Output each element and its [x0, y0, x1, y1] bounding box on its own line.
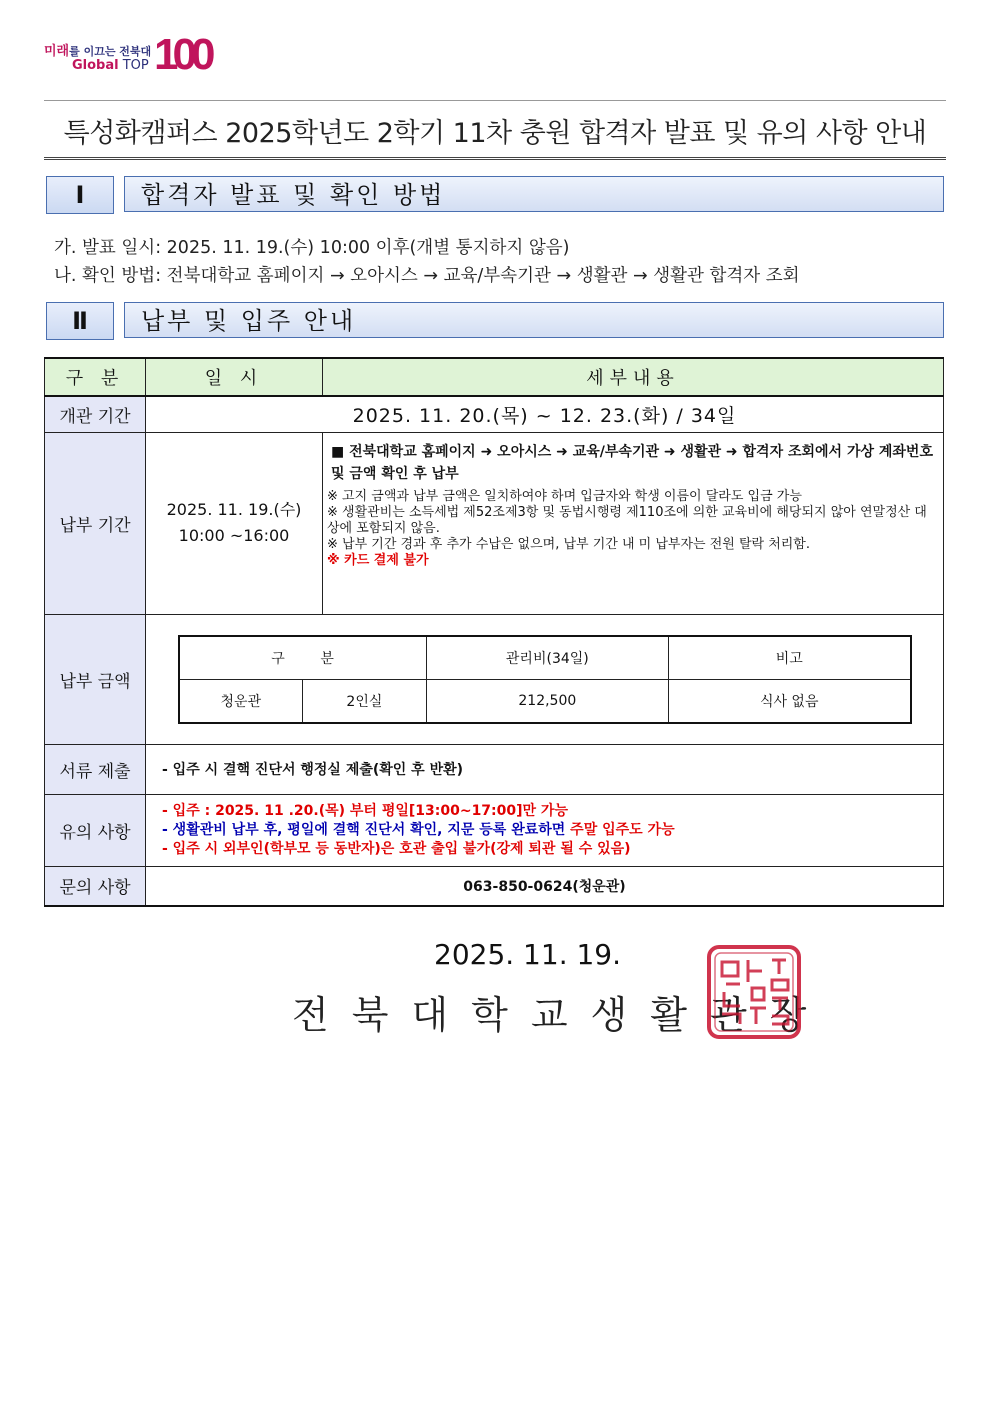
caution-cell: [146, 794, 944, 866]
header-date: 일 시: [146, 358, 323, 396]
page-title: 특성화캠퍼스 2025학년도 2학기 11차 충원 합격자 발표 및 유의 사항 안내: [63, 118, 927, 149]
payment-amount-label: 납부 금액: [45, 614, 146, 744]
university-logo: [42, 32, 222, 80]
header-category: 구 분: [45, 358, 146, 396]
payment-note-4: ※ 카드 결제 불가: [327, 552, 429, 568]
amount-table: [178, 635, 912, 724]
documents-value: - 입주 시 결핵 진단서 행정실 제출(확인 후 반환): [146, 744, 944, 794]
payment-time: 10:00 ~16:00: [178, 526, 290, 545]
table-row-documents: [45, 744, 944, 794]
payment-note-2: ※ 생활관비는 소득세법 제52조제3항 및 동법시행령 제110조에 의한 교육비에 해당되지 않아 연말정산 대상에 포함되지 않음.: [327, 504, 927, 536]
amount-note: 식사 없음: [668, 679, 910, 723]
payment-note-1: ※ 고지 금액과 납부 금액은 일치하여야 하며 입금자와 학생 이름이 달라도 입금 가능: [327, 488, 802, 504]
amount-header-category: 구 분: [179, 636, 427, 680]
sign-name: 전북대학교생활관장: [292, 993, 830, 1037]
payment-details-cell: [323, 432, 944, 614]
caution-1: - 입주 : 2025. 11 .20.(목) 부터 평일[13:00~17:00]만 가능: [162, 802, 568, 819]
table-row: [179, 679, 911, 723]
caution-2b: 주말 입주도 가능: [565, 821, 675, 838]
amount-header-note: 비고: [668, 636, 910, 680]
payment-amount-cell: [146, 614, 944, 744]
section-2-number: Ⅱ: [46, 302, 114, 340]
open-period-value: 2025. 11. 20.(목) ~ 12. 23.(화) / 34일: [146, 396, 944, 432]
table-row-payment: [45, 432, 944, 614]
section-1-label: 합격자 발표 및 확인 방법: [124, 176, 944, 212]
section-1-number: Ⅰ: [46, 176, 114, 214]
payment-date-cell: [146, 432, 323, 614]
table-row-open: [45, 396, 944, 432]
table-row-caution: [45, 794, 944, 866]
amount-header-fee: 관리비(34일): [426, 636, 668, 680]
amount-fee: 212,500: [426, 679, 668, 723]
amount-building: 청운관: [179, 679, 303, 723]
sign-date: 2025. 11. 19.: [434, 938, 622, 971]
check-method: 나. 확인 방법: 전북대학교 홈페이지 → 오아시스 → 교육/부속기관 → 생활관 → 생활관 합격자 조회: [54, 266, 800, 286]
caution-2: [162, 821, 942, 840]
table-row-amount: [45, 614, 944, 744]
table-header-row: [45, 358, 944, 396]
caution-2a: - 생활관비 납부 후, 평일에 결핵 진단서 확인, 지문 등록 완료하면: [162, 821, 566, 838]
section-2-label: 납부 및 입주 안내: [124, 302, 944, 338]
logo-slogan: 미래를 이끄는 전북대: [44, 44, 152, 59]
info-table: [44, 357, 944, 907]
payment-date: 2025. 11. 19.(수): [166, 500, 302, 519]
payment-instruction: ■ 전북대학교 홈페이지 ➜ 오아시스 ➜ 교육/부속기관 ➜ 생활관 ➜ 합격자 조회에서 가상 계좌번호 및 금액 확인 후 납부: [331, 443, 933, 482]
logo-100: 100: [154, 30, 210, 79]
logo-global: Global TOP: [72, 58, 149, 73]
open-period-label: 개관 기간: [45, 396, 146, 432]
amount-header-row: [179, 636, 911, 680]
section-2-header: [46, 302, 946, 340]
documents-label: 서류 제출: [45, 744, 146, 794]
official-seal-icon: [706, 944, 802, 1040]
payment-period-label: 납부 기간: [45, 432, 146, 614]
table-row-contact: [45, 866, 944, 906]
amount-room-type: 2인실: [303, 679, 427, 723]
contact-value: 063-850-0624(청운관): [146, 866, 944, 906]
announce-date: 가. 발표 일시: 2025. 11. 19.(수) 10:00 이후(개별 통지하지 않음): [54, 238, 570, 258]
title-bar: [44, 100, 946, 160]
caution-3: - 입주 시 외부인(학부모 등 동반자)은 호관 출입 불가(강제 퇴관 될 수 있음): [162, 840, 631, 857]
contact-label: 문의 사항: [45, 866, 146, 906]
header-details: 세부내용: [323, 358, 944, 396]
section-1-header: [46, 176, 946, 214]
caution-label: 유의 사항: [45, 794, 146, 866]
payment-note-3: ※ 납부 기간 경과 후 추가 수납은 없으며, 납부 기간 내 미 납부자는 전원 탈락 처리함.: [327, 536, 810, 552]
